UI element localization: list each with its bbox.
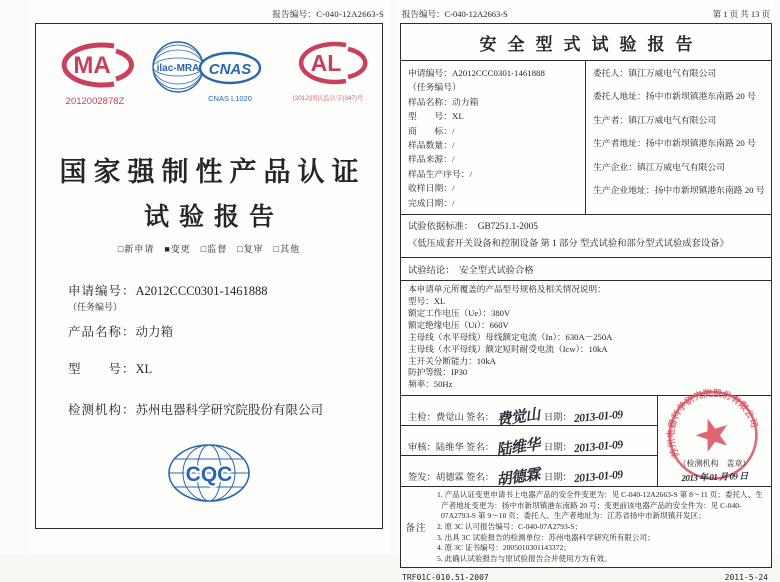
footer-date: 2011-5-24 [724, 573, 768, 582]
product-name-label: 产品名称： [68, 325, 136, 339]
testing-agency-label: 检测机构： [68, 403, 136, 417]
cnas-logo-icon [197, 50, 263, 88]
application-number-label: 申请编号： [68, 284, 136, 298]
task-number-note: （任务编号） [68, 302, 123, 312]
spec-line: 主母线（水平母线）母线额定电流（In）：630A－250A [408, 331, 613, 342]
date-label: 日期： [543, 443, 572, 454]
remark-item: 3. 出具 3C 试验报告的检测单位：苏州电器科学研究所有限公司； [437, 532, 655, 542]
handwritten-date: 2013-01-09 [573, 409, 623, 426]
right-page [396, 0, 774, 582]
cma-number: 2012002878Z [65, 96, 125, 107]
cma-logo-block [52, 40, 138, 107]
sample-info-line: 样品生产序号：/ [408, 168, 473, 179]
client-info-line: 生产者地址：扬中市新坝镇港东南路 20 号 [593, 138, 756, 149]
report-title: 安全型式试验报告 [401, 24, 771, 61]
signature-label: 签名： [466, 413, 495, 424]
sample-info-line: 申请编号：A2012CCC0301-1461888 [408, 68, 545, 78]
date-label: 日期： [543, 473, 572, 484]
client-info-line: 委托人地址：扬中市新坝镇港东南路 20 号 [593, 91, 756, 102]
standard-name-line: 《低压成套开关设备和控制设备 第 1 部分 型式试验和部分型式试验成套设备》 [408, 239, 729, 250]
page-indicator: 第 1 页 共 13 页 [712, 9, 770, 19]
right-page-header [396, 0, 774, 23]
stamp-caption: （检测机构 盖章） [678, 459, 751, 469]
approver-role: 签发： [408, 473, 436, 484]
client-info-line: 生产企业地址：扬中市新坝镇港东南路 20 号 [593, 185, 765, 196]
reviewer-role: 审核： [408, 443, 436, 454]
product-name-value: 动力箱 [135, 325, 174, 339]
signature-label: 签名： [466, 473, 495, 484]
reviewer-name: 陆维华 [435, 443, 464, 454]
sample-info-line: 完成日期：/ [408, 197, 455, 208]
application-number-row [68, 281, 382, 299]
spec-line: 型号：XL [408, 295, 446, 306]
signature-row-reviewer [401, 426, 657, 460]
conclusion-cell: 试验结论： 安全型式试验合格 [401, 258, 771, 281]
cover-frame [35, 23, 383, 529]
approver-name: 胡德霖 [435, 473, 464, 484]
sample-info-cell [401, 61, 586, 214]
sample-info-line: （任务编号） [408, 82, 461, 93]
application-type-checkboxes: □新申请 ■变更 □监督 □复审 □其他 [117, 244, 301, 254]
cma-letters: MA [73, 52, 111, 79]
testing-agency-value: 苏州电器科学研究院股份有限公司 [135, 403, 324, 417]
al-logo-block [290, 40, 366, 102]
handwritten-date: 2013-01-09 [573, 469, 623, 486]
ilac-letters: ilac-MRA [156, 63, 200, 74]
spec-line: 主母线（水平母线）额定短时耐受电流（Icw）：10kA [408, 343, 608, 354]
model-row [68, 359, 382, 377]
report-type-title: 试验报告 [143, 204, 284, 231]
al-number: (2012)国认监认字(347)号 [292, 95, 364, 102]
sample-info-line: 样品来源：/ [408, 154, 455, 165]
handwritten-signature: 陆维华 [495, 437, 541, 460]
cnas-logo-block [197, 50, 263, 103]
spec-line: 额定工作电压（Ue）：380V [408, 307, 511, 318]
spec-line: 主开关分断能力：10kA [408, 355, 496, 366]
spec-line: 防护等级：IP30 [408, 367, 468, 378]
left-page [28, 0, 390, 555]
cnas-number: CNAS L1020 [208, 94, 252, 103]
handwritten-signature: 胡德霖 [495, 467, 541, 490]
remarks-label: 备注 [405, 524, 427, 535]
product-name-row [68, 322, 382, 340]
signature-row-approver [401, 456, 657, 490]
remark-item: 1. 产品认证变更申请书上电器产品的安全件变更为：见 C-040-12A2663-S 第 8～11 页；委托人、生产者地址变更为：扬中市新坝镇港东南路 20 号；变更前该电器产品的安全件为：见 C-040-07A2793-S 第 9～10 页；委托人、生产者地址为：江苏省扬中市新坝镇开发区； [437, 490, 763, 521]
cnas-letters: CNAS [208, 61, 252, 78]
model-value: XL [135, 362, 153, 376]
remark-item: 2. 原 3C 认可报告编号：C-040-07A2793-S； [437, 522, 583, 531]
sample-info-line: 样品数量：/ [408, 140, 455, 151]
testing-agency-row [68, 400, 382, 418]
remark-item: 5. 此确认试验报告与原试验报告合并使用方为有效。 [437, 553, 612, 563]
signature-label: 签名： [466, 443, 495, 454]
handwritten-date: 2013-01-09 [573, 439, 623, 456]
al-letters: AL [310, 50, 342, 76]
sample-info-line: 商 标：/ [408, 125, 455, 136]
stamp-org-text: 苏州电器科学研究院股份有限公司 [665, 388, 760, 460]
report-number: 报告编号：C-040-12A2663-S [272, 9, 384, 19]
handwritten-signature: 费觉山 [495, 407, 541, 430]
remarks-list [431, 487, 771, 567]
model-label: 型 号： [68, 362, 136, 376]
cqc-logo-block [36, 442, 382, 509]
client-info-line: 委托人：镇江万威电气有限公司 [593, 68, 717, 78]
signature-row-inspector [401, 396, 657, 430]
inspector-name: 费觉山 [435, 413, 464, 424]
certification-title: 国家强制性产品认证 [59, 157, 366, 187]
right-page-footer [396, 568, 774, 582]
sample-info-line: 型 号：XL [408, 111, 464, 122]
signature-rows [401, 396, 657, 490]
application-number-value: A2012CCC0301-1461888 [135, 284, 268, 298]
client-info-line: 生产企业：镇江万威电气有限公司 [593, 161, 725, 172]
stamp-cell [657, 388, 771, 486]
cqc-letters: CQC [185, 463, 233, 486]
client-info-line: 生产者：镇江万威电气有限公司 [593, 114, 717, 125]
remarks-section [401, 487, 771, 567]
cma-logo-icon [52, 40, 138, 90]
spec-title: 本申请单元所覆盖的产品型号规格及相关情况说明： [408, 284, 606, 295]
report-form-table [400, 23, 772, 568]
sample-info-line: 收样日期：/ [408, 183, 455, 194]
cqc-logo-icon [166, 442, 252, 504]
sample-and-client-info [401, 61, 771, 215]
date-label: 日期： [543, 413, 572, 424]
client-info-cell [586, 61, 771, 214]
inspector-role: 主检： [408, 413, 436, 424]
standard-number-line: 试验依据标准： GB7251.1-2005 [408, 222, 538, 233]
accreditation-logos [36, 40, 382, 124]
sample-info-line: 样品名称：动力箱 [408, 96, 479, 107]
stamp-date: 2013 年 01 月 09 日 [681, 471, 748, 484]
spec-line: 额定绝缘电压（Ui）：660V [408, 319, 509, 330]
report-number: 报告编号：C-040-12A2663-S [402, 9, 508, 19]
signature-section [401, 388, 771, 490]
footer-doc-code: TRF01C-010.51-2007 [402, 573, 489, 582]
cover-fields [68, 281, 382, 418]
standard-cell [401, 215, 771, 258]
spec-line: 频率：50Hz [408, 379, 453, 390]
cnas-group [151, 40, 263, 103]
remark-item: 4. 原 3C 证书编号：2005010301143372； [437, 543, 571, 553]
al-logo-icon [290, 40, 366, 86]
